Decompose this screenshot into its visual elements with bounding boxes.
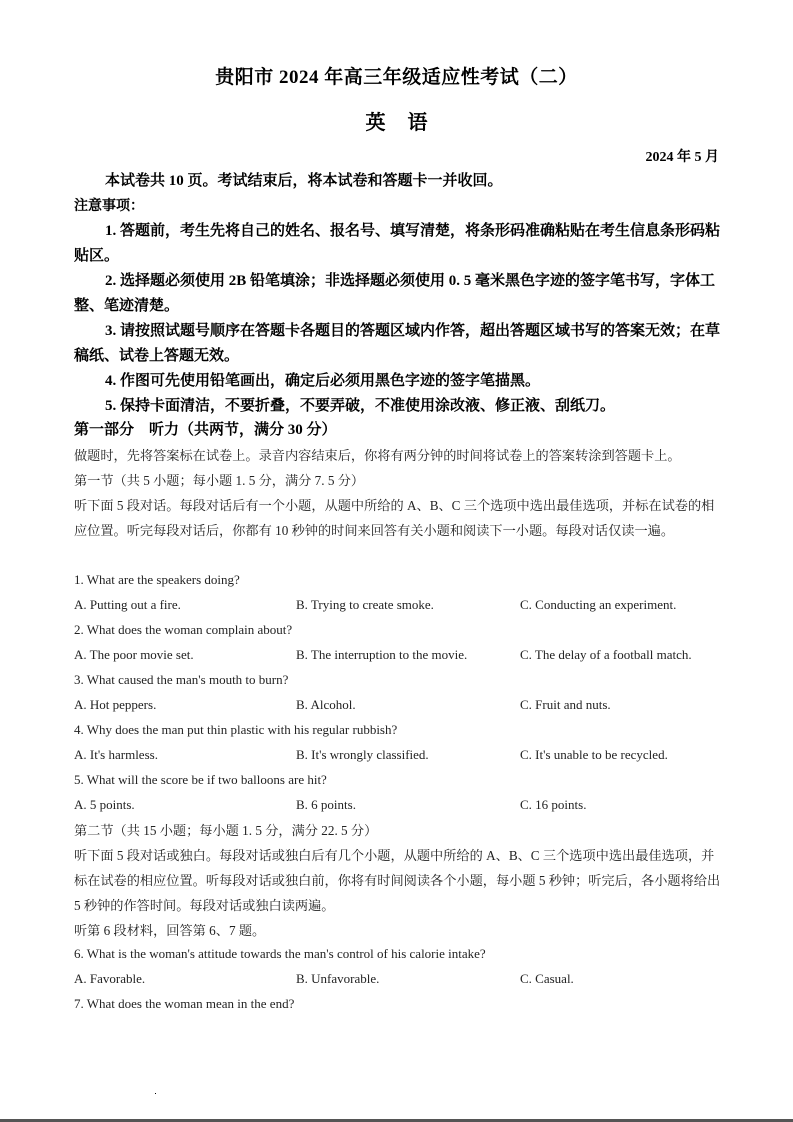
exam-date: 2024 年 5 月	[645, 150, 719, 165]
exam-title: 贵阳市 2024 年高三年级适应性考试（二）	[215, 67, 578, 88]
question: 2. What does the woman complain about?	[74, 622, 293, 637]
option-a: A. It's harmless.	[74, 747, 158, 762]
note-item: 4. 作图可先使用铅笔画出，确定后必须用黑色字迹的签字笔描黑。	[105, 373, 541, 389]
option-a: A. Hot peppers.	[74, 697, 157, 712]
option-b: B. Unfavorable.	[296, 971, 380, 986]
note-item: 5. 保持卡面清洁，不要折叠，不要弄破，不准使用涂改液、修正液、刮纸刀。	[105, 398, 616, 414]
option-b: B. Trying to create smoke.	[296, 597, 434, 612]
question: 5. What will the score be if two balloons are hit?	[74, 772, 327, 787]
question: 7. What does the woman mean in the end?	[74, 996, 295, 1011]
option-a: A. Putting out a fire.	[74, 597, 181, 612]
section1-instruction: 听下面 5 段对话。每段对话后有一个小题，从题中所给的 A、B、C 三个选项中选出最佳选项，并标在试卷的相应位置。听完每段对话后，你都有 10 秒钟的时间来回答有关小题和阅读下一小题。每段对话仅读一遍。	[74, 498, 715, 538]
note-item: 2. 选择题必须使用 2B 铅笔填涂；非选择题必须使用 0. 5 毫米黑色字迹的签字笔书写，字体工整、笔迹清楚。	[74, 273, 716, 314]
subject-title	[0, 106, 793, 135]
option-c: C. 16 points.	[520, 797, 587, 812]
material-note: 听第 6 段材料，回答第 6、7 题。	[74, 923, 266, 938]
stray-dot	[155, 1093, 156, 1094]
question: 1. What are the speakers doing?	[74, 572, 240, 587]
option-b: B. The interruption to the movie.	[296, 647, 468, 662]
option-b: B. It's wrongly classified.	[296, 747, 429, 762]
section2-instruction: 听下面 5 段对话或独白。每段对话或独白后有几个小题，从题中所给的 A、B、C 三个选项中选出最佳选项，并标在试卷的相应位置。听每段对话或独白前，你将有时间阅读各个小题，每小题 5 秒钟；听完后，各小题将给出 5 秒钟的作答时间。每段对话或独白读两遍。	[74, 848, 721, 913]
option-c: C. The delay of a football match.	[520, 647, 692, 662]
question: 3. What caused the man's mouth to burn?	[74, 672, 289, 687]
option-c: C. Fruit and nuts.	[520, 697, 611, 712]
notes-heading: 注意事项：	[74, 199, 144, 214]
part1-instruction: 做题时，先将答案标在试卷上。录音内容结束后，你将有两分钟的时间将试卷上的答案转涂到答题卡上。	[74, 448, 681, 463]
option-c: C. It's unable to be recycled.	[520, 747, 668, 762]
note-item: 1. 答题前，考生先将自己的姓名、报名号、填写清楚，将条形码准确粘贴在考生信息条形码粘贴区。	[74, 223, 721, 264]
subject-char: 英	[365, 112, 386, 134]
question: 6. What is the woman's attitude towards the man's control of his calorie intake?	[74, 946, 486, 961]
section1-heading: 第一节（共 5 小题；每小题 1. 5 分，满分 7. 5 分）	[74, 473, 365, 488]
section2-heading: 第二节（共 15 小题；每小题 1. 5 分，满分 22. 5 分）	[74, 823, 378, 838]
part1-heading: 第一部分 听力（共两节，满分 30 分）	[74, 422, 337, 438]
option-c: C. Casual.	[520, 971, 574, 986]
option-a: A. The poor movie set.	[74, 647, 194, 662]
question: 4. Why does the man put thin plastic with his regular rubbish?	[74, 722, 398, 737]
intro-text: 本试卷共 10 页。考试结束后，将本试卷和答题卡一并收回。	[105, 173, 503, 189]
option-a: A. Favorable.	[74, 971, 146, 986]
subject-char: 语	[407, 112, 428, 134]
option-c: C. Conducting an experiment.	[520, 597, 677, 612]
option-b: B. Alcohol.	[296, 697, 356, 712]
note-item: 3. 请按照试题号顺序在答题卡各题目的答题区域内作答，超出答题区域书写的答案无效；在草稿纸、试卷上答题无效。	[74, 323, 721, 364]
option-a: A. 5 points.	[74, 797, 135, 812]
option-b: B. 6 points.	[296, 797, 356, 812]
